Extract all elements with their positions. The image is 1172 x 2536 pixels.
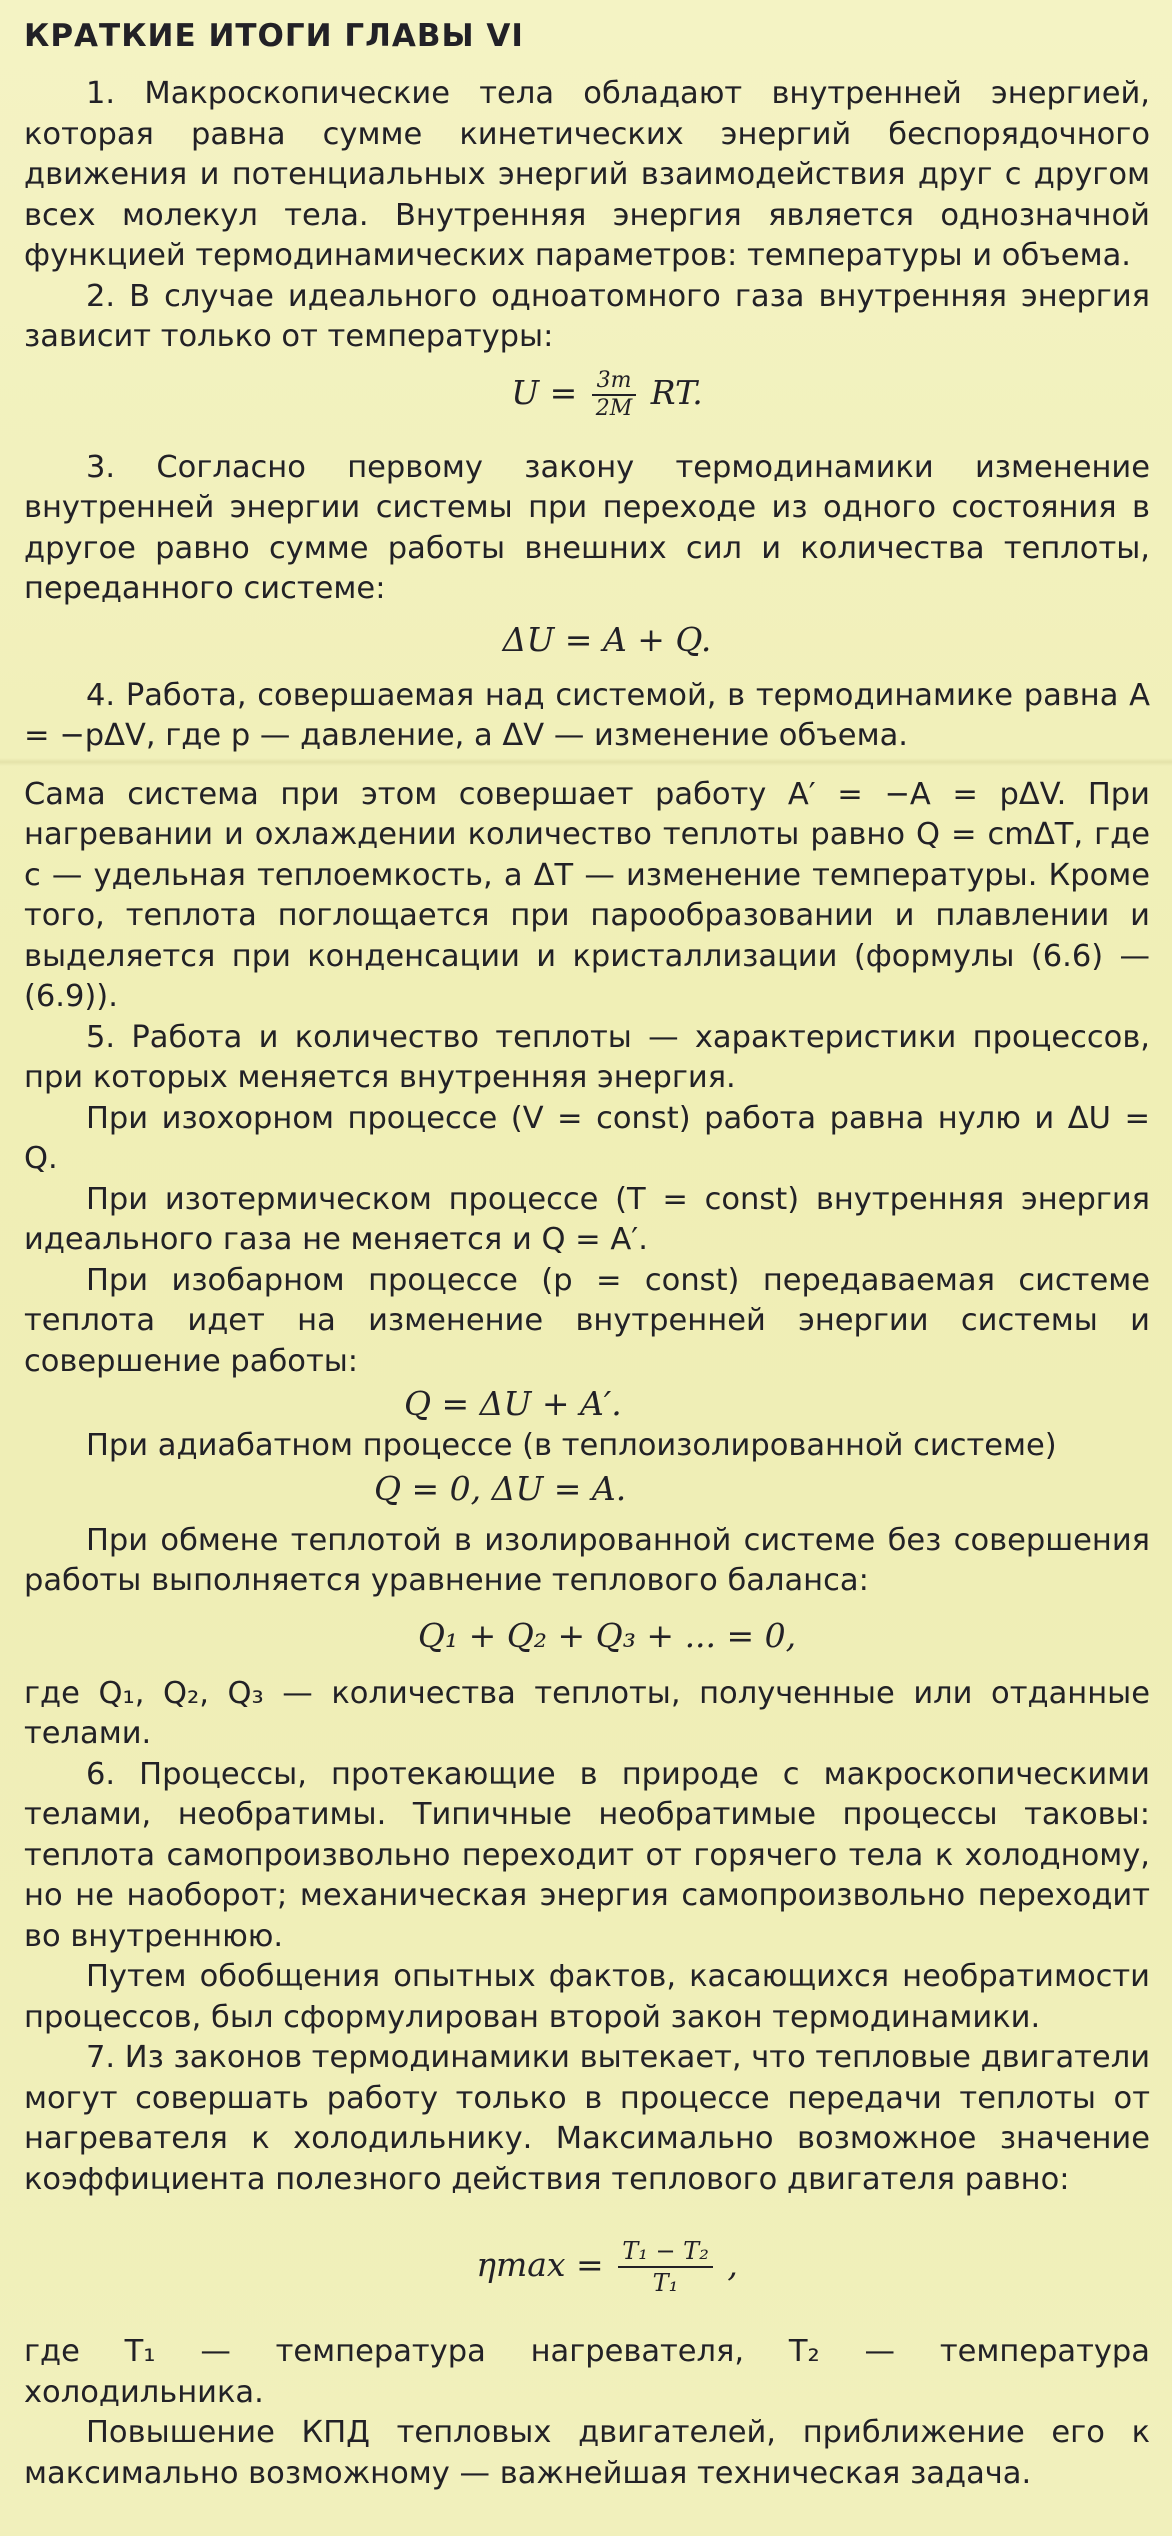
paragraph-4-continued: Сама система при этом совершает работу A′ = −A = pΔV. При нагревании и охлаждении количество теплоты равно Q = cmΔT, где c — удельная теплоемкость, а ΔT — изменение температуры. Кроме того, теплота поглощается при парообразовании и плавлении и выделяется при конденсации и кристаллизации (формулы (6.6) — (6.9)). — [24, 776, 1150, 1014]
closing-paragraph: Повышение КПД тепловых двигателей, приближение его к максимально возможному — важнейшая техническая задача. — [24, 2415, 1150, 2491]
heat-balance-text: При обмене теплотой в изолированной системе без совершения работы выполняется уравнение теплового баланса: — [24, 1522, 1150, 1598]
isobaric-process: При изобарном процессе (p = const) передаваемая системе теплота идет на изменение внутренней энергии системы и совершение работы: — [24, 1262, 1150, 1379]
isothermal-process: При изотермическом процессе (T = const) внутренняя энергия идеального газа не меняется и Q = A′. — [24, 1181, 1150, 1257]
isochoric-process: При изохорном процессе (V = const) работа равна нулю и ΔU = Q. — [24, 1100, 1150, 1176]
fraction-denominator: 2M — [595, 395, 633, 421]
second-law-text: Путем обобщения опытных фактов, касающихся необратимости процессов, был сформулирован второй закон термодинамики. — [24, 1959, 1150, 2035]
adiabatic-process: При адиабатном процессе (в теплоизолированной системе) — [86, 1428, 1057, 1463]
efficiency-rhs: , — [727, 2245, 738, 2284]
efficiency-lhs: ηmax = — [476, 2245, 604, 2284]
fraction-numerator: 3m — [592, 368, 637, 396]
formula-internal-energy — [24, 368, 1150, 422]
paragraph-3: 3. Согласно первому закону термодинамики изменение внутренней энергии системы при переходе из одного состояния в другое равно сумме работы внешних сил и количества теплоты, переданного системе: — [24, 449, 1150, 606]
efficiency-numerator: T₁ − T₂ — [618, 2236, 713, 2268]
heat-balance-legend: где Q₁, Q₂, Q₃ — количества теплоты, полученные или отданные телами. — [24, 1675, 1150, 1751]
paragraph-7: 7. Из законов термодинамики вытекает, что тепловые двигатели могут совершать работу только в процессе передачи теплоты от нагревателя к холодильнику. Максимально возможное значение коэффициента полезного действия теплового двигателя равно: — [24, 2040, 1151, 2197]
paragraph-5: 5. Работа и количество теплоты — характеристики процессов, при которых меняется внутренняя энергия. — [24, 1019, 1150, 1095]
formula-rhs: RT. — [650, 372, 703, 412]
efficiency-legend: где T₁ — температура нагревателя, T₂ — температура холодильника. — [24, 2334, 1150, 2410]
formula-first-law: ΔU = A + Q. — [502, 619, 712, 659]
formula-fraction — [592, 368, 637, 422]
formula-heat-balance: Q₁ + Q₂ + Q₃ + ... = 0, — [417, 1615, 797, 1655]
efficiency-fraction — [618, 2236, 713, 2298]
formula-adiabatic: Q = 0, ΔU = A. — [374, 1468, 627, 1508]
efficiency-denominator: T₁ — [652, 2269, 679, 2297]
scan-seam — [0, 758, 1172, 766]
formula-isobaric: Q = ΔU + A′. — [404, 1384, 622, 1423]
paragraph-4: 4. Работа, совершаемая над системой, в термодинамике равна A = −pΔV, где p — давление, а ΔV — изменение объема. — [24, 677, 1150, 753]
formula-lhs: U = — [511, 372, 578, 412]
paragraph-6: 6. Процессы, протекающие в природе с макроскопическими телами, необратимы. Типичные необратимые процессы таковы: теплота самопроизвольно переходит от горячего тела к холодному, но не наоборот; механическая энергия самопроизвольно переходит во внутреннюю. — [24, 1756, 1150, 1954]
paragraph-1: 1. Макроскопические тела обладают внутренней энергией, которая равна сумме кинетических энергий беспорядочного движения и потенциальных энергий взаимодействия друг с другом всех молекул тела. Внутренняя энергия является однозначной функцией термодинамических параметров: температуры и объема. — [24, 76, 1150, 273]
formula-efficiency — [24, 2236, 1150, 2298]
paragraph-2: 2. В случае идеального одноатомного газа внутренняя энергия зависит только от температуры: — [24, 278, 1150, 354]
chapter-summary-heading: КРАТКИЕ ИТОГИ ГЛАВЫ VI — [24, 18, 524, 54]
